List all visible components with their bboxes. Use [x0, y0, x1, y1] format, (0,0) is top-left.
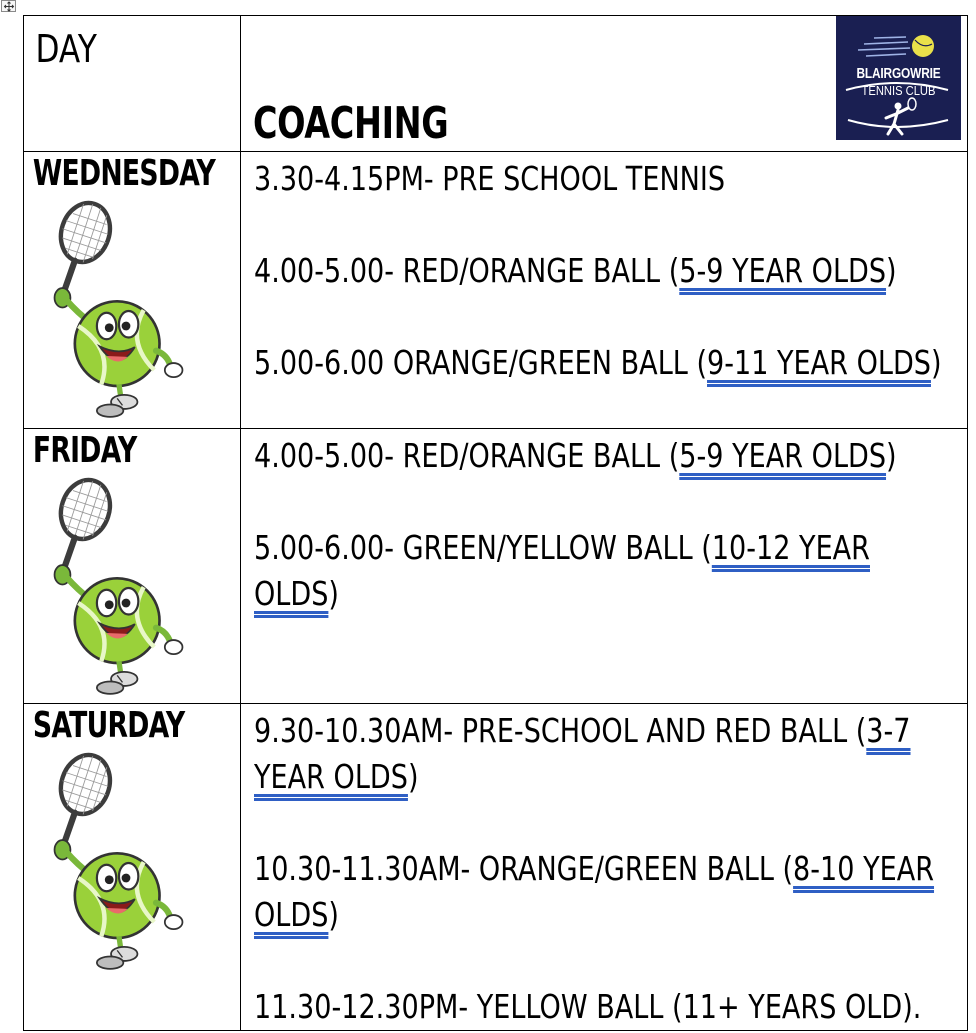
- age-range-link[interactable]: OLDS: [254, 574, 329, 613]
- sessions-cell: [241, 152, 968, 429]
- session-line: OLDS): [254, 895, 339, 934]
- day-cell: [24, 152, 241, 429]
- session-line: OLDS): [254, 574, 339, 613]
- club-logo: [836, 16, 961, 140]
- age-range-link[interactable]: 9-11 YEAR OLDS: [707, 343, 931, 382]
- age-range-link[interactable]: YEAR OLDS: [254, 757, 408, 796]
- header-row: [24, 16, 968, 152]
- session-line: 5.00-6.00 ORANGE/GREEN BALL (9-11 YEAR OLDS): [254, 343, 942, 382]
- move-arrows-icon: [3, 1, 15, 12]
- sessions-cell: [241, 429, 968, 704]
- schedule-row-wednesday: [24, 152, 968, 429]
- session-line: 10.30-11.30AM- ORANGE/GREEN BALL (8-10 YEAR: [254, 849, 935, 888]
- tennis-ball-mascot-icon: [36, 473, 186, 703]
- schedule-row-saturday: [24, 704, 968, 1031]
- day-name: SATURDAY: [32, 705, 185, 746]
- day-header: DAY: [35, 27, 97, 71]
- session-line: 4.00-5.00- RED/ORANGE BALL (5-9 YEAR OLDS): [254, 436, 897, 475]
- coaching-schedule-table: [23, 15, 968, 1031]
- session-line: 4.00-5.00- RED/ORANGE BALL (5-9 YEAR OLDS): [254, 251, 897, 290]
- age-range-link[interactable]: OLDS: [254, 895, 329, 934]
- session-line: 3.30-4.15PM- PRE SCHOOL TENNIS: [254, 159, 726, 198]
- day-name: WEDNESDAY: [32, 153, 216, 194]
- session-line: 11.30-12.30PM- YELLOW BALL (11+ YEARS OLD).: [254, 987, 922, 1026]
- header-coaching-cell: [241, 16, 968, 152]
- session-line: 5.00-6.00- GREEN/YELLOW BALL (10-12 YEAR: [254, 528, 870, 567]
- header-day-cell: [24, 16, 241, 152]
- sessions-cell: [241, 704, 968, 1031]
- age-range-link[interactable]: 8-10 YEAR: [793, 849, 935, 888]
- tennis-ball-mascot-icon: [36, 196, 186, 426]
- age-range-link[interactable]: 5-9 YEAR OLDS: [679, 436, 887, 475]
- session-line: 9.30-10.30AM- PRE-SCHOOL AND RED BALL (3-7: [254, 711, 911, 750]
- age-range-link[interactable]: 10-12 YEAR: [711, 528, 870, 567]
- age-range-link[interactable]: 3-7: [866, 711, 911, 750]
- tennis-ball-mascot-icon: [36, 748, 186, 978]
- session-line: YEAR OLDS): [254, 757, 419, 796]
- schedule-row-friday: [24, 429, 968, 704]
- day-cell: [24, 429, 241, 704]
- age-range-link[interactable]: 5-9 YEAR OLDS: [679, 251, 887, 290]
- day-name: FRIDAY: [32, 430, 137, 471]
- logo-line2: TENNIS CLUB: [861, 83, 936, 98]
- day-cell: [24, 704, 241, 1031]
- logo-line1: BLAIRGOWRIE: [856, 66, 941, 82]
- table-move-handle[interactable]: [1, 0, 16, 12]
- coaching-header: COACHING: [253, 98, 449, 149]
